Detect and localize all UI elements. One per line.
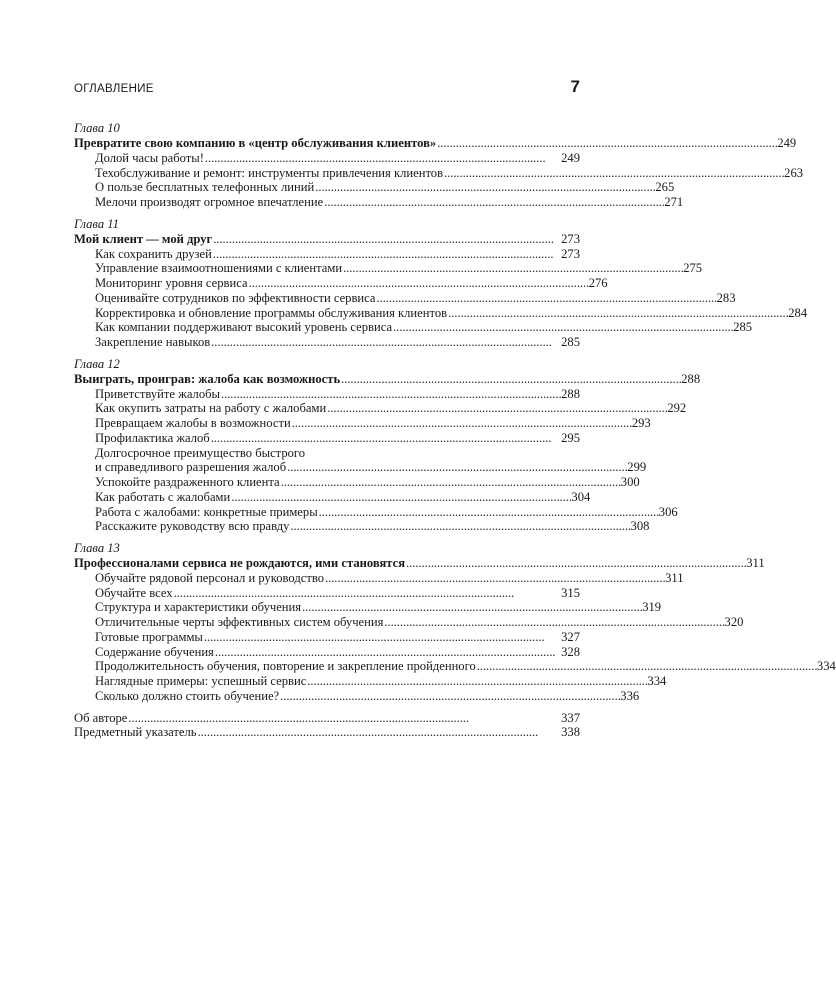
dot-leader [205,151,560,166]
entry-title: Структура и характеристики обучения [95,600,302,615]
entry-title: Работа с жалобами: конкретные примеры [95,504,318,519]
page-ref: 285 [561,335,580,349]
page-ref: 328 [561,644,580,659]
toc-entry[interactable] [74,600,662,615]
dot-leader [213,247,560,262]
chapter-11 [74,216,808,350]
dot-leader [327,401,666,416]
entry-title: Как окупить затраты на работу с жалобами [95,401,327,416]
toc-entry[interactable] [74,688,640,704]
dot-leader [315,180,654,195]
toc-entry[interactable] [74,570,684,586]
dot-leader [211,335,560,350]
entry-title: Обучайте рядовой персонал и руководство [95,570,324,585]
page-ref: 275 [683,261,703,276]
toc-entry[interactable] [74,335,580,350]
toc-entry[interactable] [74,519,650,534]
dot-leader [215,645,560,660]
entry-title: Как сохранить друзей [95,246,212,261]
page-ref: 295 [561,430,580,445]
dot-leader [406,556,745,571]
toc-entry[interactable] [74,615,744,630]
entry-title: Управление взаимоотношениями с клиентами [95,261,343,276]
entry-title: Профилактика жалоб [95,430,210,445]
entry-title: Содержание обучения [95,644,214,659]
dot-leader [444,166,783,181]
dot-leader [198,725,561,740]
toc-entry-about-author[interactable] [74,711,580,726]
page-ref: 288 [681,371,701,386]
chapter-12 [74,356,701,534]
dot-leader [302,600,641,615]
dot-leader [221,387,560,402]
entry-title: Предметный указатель [74,725,197,740]
entry-title: Корректировка и обновление программы обслуживания клиентов [95,305,448,320]
entry-title: Техобслуживание и ремонт: инструменты привлечения клиентов [95,165,444,180]
toc-entry[interactable] [74,320,753,335]
dot-leader [213,232,560,247]
entry-title: О пользе бесплатных телефонных линий [95,180,315,195]
dot-leader [393,320,732,335]
entry-title: и справедливого разрешения жалоб [95,460,287,475]
dot-leader [292,416,631,431]
chapter-title-entry[interactable] [74,136,797,151]
dot-leader [231,490,570,505]
page-ref: 299 [627,460,647,475]
dot-leader [324,195,663,210]
toc-entry[interactable] [74,401,687,416]
chapter-13 [74,541,836,704]
toc-entry[interactable] [74,586,580,601]
entry-title: Наглядные примеры: успешный сервис [95,674,307,688]
chapter-title: Превратите свою компанию в «центр обслуживания клиентов» [74,136,437,150]
entry-title: Расскажите руководству всю правду [95,519,290,534]
dot-leader [448,306,787,321]
chapter-10 [74,121,804,210]
chapter-label: Глава 11 [74,216,119,231]
page-ref: 337 [561,710,580,725]
toc-entry[interactable] [74,630,580,645]
entry-title: Об авторе [74,710,128,725]
entry-title: Мониторинг уровня сервиса [95,276,248,290]
toc-entry [74,460,647,475]
page-ref: 285 [733,320,753,335]
page-ref: 304 [571,489,591,504]
page-ref: 263 [784,165,804,180]
toc-entry[interactable] [74,674,667,689]
page-ref: 319 [642,600,662,615]
toc-entry[interactable] [74,416,651,431]
back-matter [74,711,580,741]
page-ref: 311 [665,570,684,585]
page-ref: 273 [561,231,580,246]
dot-leader [174,586,561,601]
page-ref: 334 [816,659,836,674]
dot-leader [377,291,716,306]
entry-title: Обучайте всех [95,585,173,600]
chapter-label: Глава 12 [74,356,120,371]
entry-title: Готовые программы [95,629,203,644]
chapter-title-entry[interactable] [74,371,701,387]
toc-entry[interactable] [74,195,684,210]
page-ref: 338 [561,725,580,740]
toc-entry-subject-index[interactable] [74,725,580,740]
page-ref: 271 [664,195,684,209]
toc-entry[interactable] [74,645,580,660]
dot-leader [204,630,560,645]
chapter-title-entry[interactable] [74,232,580,247]
entry-title: Отличительные черты эффективных систем обучения [95,615,384,629]
table-of-contents [74,121,836,740]
toc-entry[interactable] [74,475,640,490]
page-ref: 265 [655,180,675,195]
dot-leader [128,711,560,726]
toc-entry[interactable] [74,261,703,276]
entry-title-line1: Долгосрочное преимущество быстрого [95,445,306,460]
page-ref: 327 [561,629,580,644]
chapter-title: Выиграть, проиграв: жалоба как возможность [74,371,341,386]
dot-leader [437,136,776,151]
entry-title: Как компании поддерживают высокий уровень сервиса [95,320,393,335]
page-ref: 293 [631,416,651,430]
entry-title: Мелочи производят огромное впечатление [95,195,324,209]
page-number: 7 [570,77,580,96]
entry-title: Закрепление навыков [95,335,211,349]
toc-entry[interactable] [74,247,580,262]
page-ref: 249 [777,136,797,150]
page-ref: 288 [561,386,581,401]
page-ref: 315 [561,585,580,600]
toc-entry[interactable] [74,180,675,195]
toc-entry[interactable] [74,276,608,291]
dot-leader [477,659,816,674]
chapter-title-entry[interactable] [74,556,765,571]
dot-leader [290,519,629,534]
page-ref: 334 [647,674,667,688]
toc-entry[interactable] [74,489,591,505]
dot-leader [281,475,620,490]
dot-leader [319,505,658,520]
toc-entry[interactable] [74,151,580,166]
toc-entry[interactable] [74,305,808,321]
dot-leader [307,674,646,689]
page-ref: 300 [620,475,640,489]
page-ref: 306 [658,504,678,519]
dot-leader [343,261,682,276]
entry-title: Превращаем жалобы в возможности [95,416,291,430]
dot-leader [325,571,664,586]
page-ref: 273 [561,246,580,261]
toc-entry[interactable] [74,387,580,402]
entry-title: Продолжительность обучения, повторение и закрепление пройденного [95,659,476,674]
entry-title: Приветствуйте жалобы [95,386,220,401]
entry-title: Сколько должно стоить обучение? [95,688,280,703]
page-ref: 308 [630,519,650,534]
page-ref: 284 [788,305,808,320]
toc-entry[interactable] [74,431,580,446]
dot-leader [211,431,560,446]
entry-title: Оценивайте сотрудников по эффективности сервиса [95,290,376,305]
page-ref: 249 [561,150,580,165]
running-title: ОГЛАВЛЕНИЕ [74,83,154,95]
chapter-label: Глава 13 [74,541,120,555]
page-ref: 276 [588,276,608,290]
dot-leader [280,689,619,704]
page-ref: 320 [724,615,744,629]
dot-leader [384,615,723,630]
dot-leader [249,276,588,291]
chapter-label: Глава 10 [74,121,120,135]
chapter-title: Профессионалами сервиса не рождаются, ими становятся [74,556,406,570]
running-head [74,77,580,97]
toc-entry[interactable] [74,165,804,181]
chapter-title: Мой клиент — мой друг [74,231,213,246]
toc-entry[interactable] [74,290,736,306]
page-ref: 292 [667,401,687,416]
page-ref: 283 [716,290,736,305]
entry-title: Как работать с жалобами [95,489,231,504]
page-ref: 311 [746,556,765,570]
toc-entry[interactable] [74,659,836,674]
entry-title: Успокойте раздраженного клиента [95,475,280,489]
toc-entry-two-line[interactable] [74,445,647,476]
toc-entry[interactable] [74,504,678,520]
page-ref: 336 [620,688,640,703]
entry-title: Долой часы работы! [95,150,204,165]
dot-leader [341,372,680,387]
dot-leader [287,460,626,475]
